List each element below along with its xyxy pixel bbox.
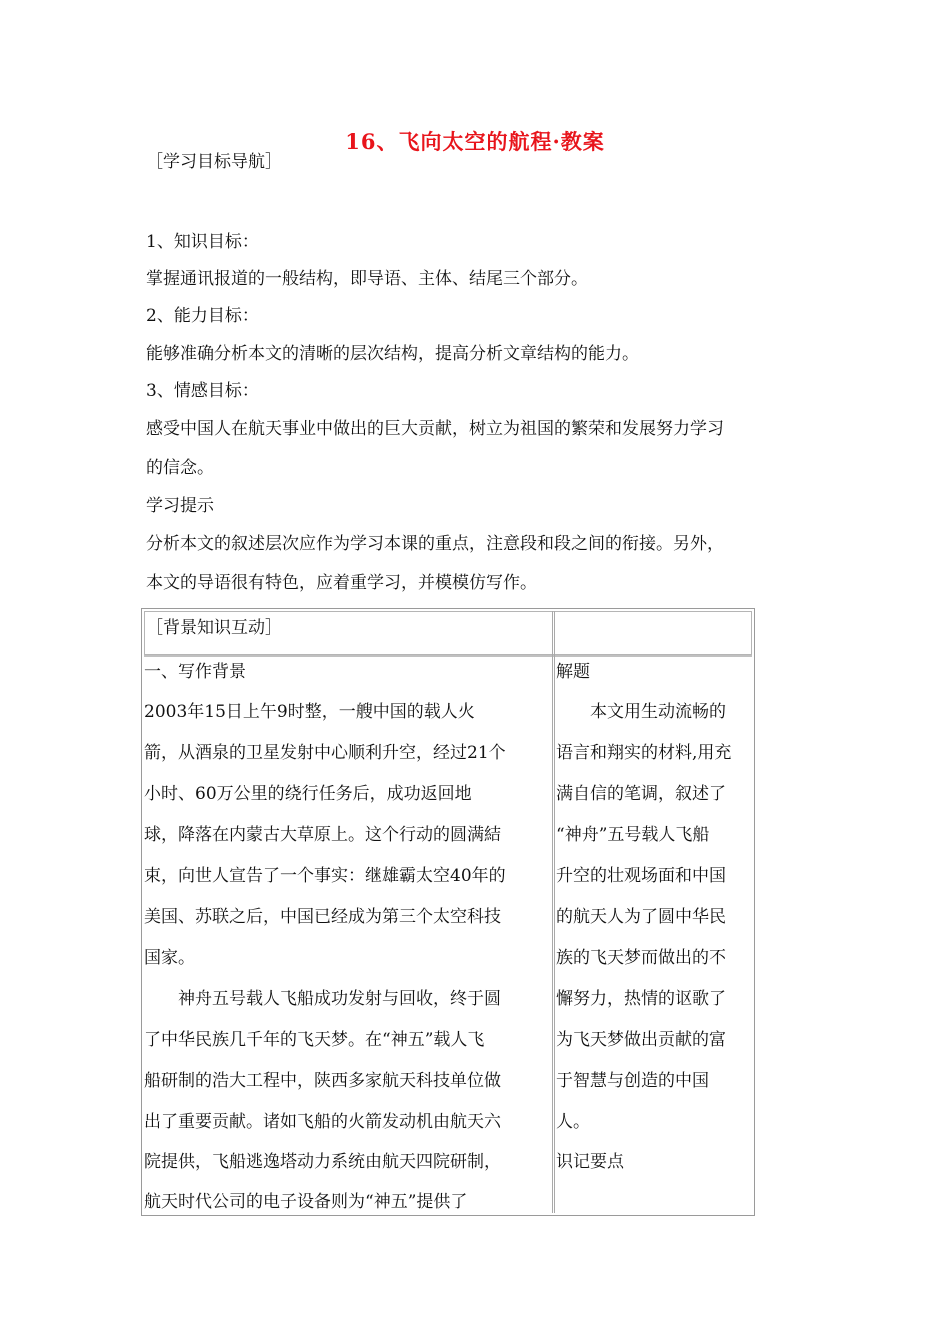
goal-1-heading: 1、知识目标： <box>146 232 259 252</box>
explanation-line-10: 于智慧与创造的中国 <box>556 1071 709 1091</box>
goal-3-text: 感受中国人在航天事业中做出的巨大贡献，树立为祖国的繁荣和发展努力学习 <box>146 419 724 439</box>
background-line-8: 神舟五号载人飞船成功发射与回收，终于圆 <box>144 989 501 1009</box>
key-points-heading: 识记要点 <box>556 1152 624 1172</box>
background-line-9: 了中华民族几千年的飞天梦。在“神五”载人飞 <box>144 1030 485 1050</box>
background-line-13: 航天时代公司的电子设备则为“神五”提供了 <box>144 1192 468 1212</box>
goal-2-text: 能够准确分析本文的清晰的层次结构，提高分析文章结构的能力。 <box>146 344 639 364</box>
goal-3-heading: 3、情感目标： <box>146 381 259 401</box>
background-line-12: 院提供，飞船逃逸塔动力系统由航天四院研制， <box>144 1152 501 1172</box>
goal-2-heading: 2、能力目标： <box>146 306 259 326</box>
document-title: 16、飞向太空的航程·教案 <box>345 129 605 154</box>
explanation-line-3: 满自信的笔调，叙述了 <box>556 784 726 804</box>
explanation-line-4: “神舟”五号载人飞船 <box>556 825 710 845</box>
explanation-line-5: 升空的壮观场面和中国 <box>556 866 726 886</box>
background-line-4: 球，降落在内蒙古大草原上。这个行动的圆满結 <box>144 825 501 845</box>
explanation-line-7: 族的飞天梦而做出的不 <box>556 948 726 968</box>
table-header-divider <box>144 655 752 657</box>
background-line-11: 出了重要贡献。诸如飞船的火箭发动机由航天六 <box>144 1112 501 1132</box>
tips-line-1: 分析本文的叙述层次应作为学习本课的重点，注意段和段之间的衔接。另外， <box>146 534 724 554</box>
goal-1-text: 掌握通讯报道的一般结构，即导语、主体、结尾三个部分。 <box>146 269 588 289</box>
background-line-6: 美国、苏联之后，中国已经成为第三个太空科技 <box>144 907 501 927</box>
tips-line-2: 本文的导语很有特色，应着重学习，并模模仿写作。 <box>146 573 537 593</box>
table-header-label: ［背景知识互动］ <box>146 618 282 638</box>
background-line-5: 束，向世人宣告了一个事实：继雄霸太空40年的 <box>144 866 506 886</box>
background-line-1: 2003年15日上午9时整，一艘中国的载人火 <box>144 702 475 722</box>
explanation-line-6: 的航天人为了圆中华民 <box>556 907 726 927</box>
background-line-10: 船研制的浩大工程中，陕西多家航天科技单位做 <box>144 1071 501 1091</box>
table-column-divider <box>552 611 555 1213</box>
goal-3-text-cont: 的信念。 <box>146 458 214 478</box>
title-explanation-heading: 解题 <box>556 662 590 682</box>
writing-background-heading: 一、写作背景 <box>144 662 246 682</box>
explanation-line-1: 本文用生动流畅的 <box>556 702 726 722</box>
background-line-7: 国家。 <box>144 948 195 968</box>
section-learning-goals: ［学习目标导航］ <box>146 152 282 172</box>
background-line-2: 箭，从酒泉的卫星发射中心顺利升空，经过21个 <box>144 743 506 763</box>
explanation-line-9: 为飞天梦做出贡献的富 <box>556 1030 726 1050</box>
tips-heading: 学习提示 <box>146 496 214 516</box>
explanation-line-2: 语言和翔实的材料,用充 <box>556 743 732 763</box>
explanation-line-11: 人。 <box>556 1112 590 1132</box>
explanation-line-8: 懈努力，热情的讴歌了 <box>556 989 726 1009</box>
background-line-3: 小时、60万公里的绕行任务后，成功返回地 <box>144 784 472 804</box>
